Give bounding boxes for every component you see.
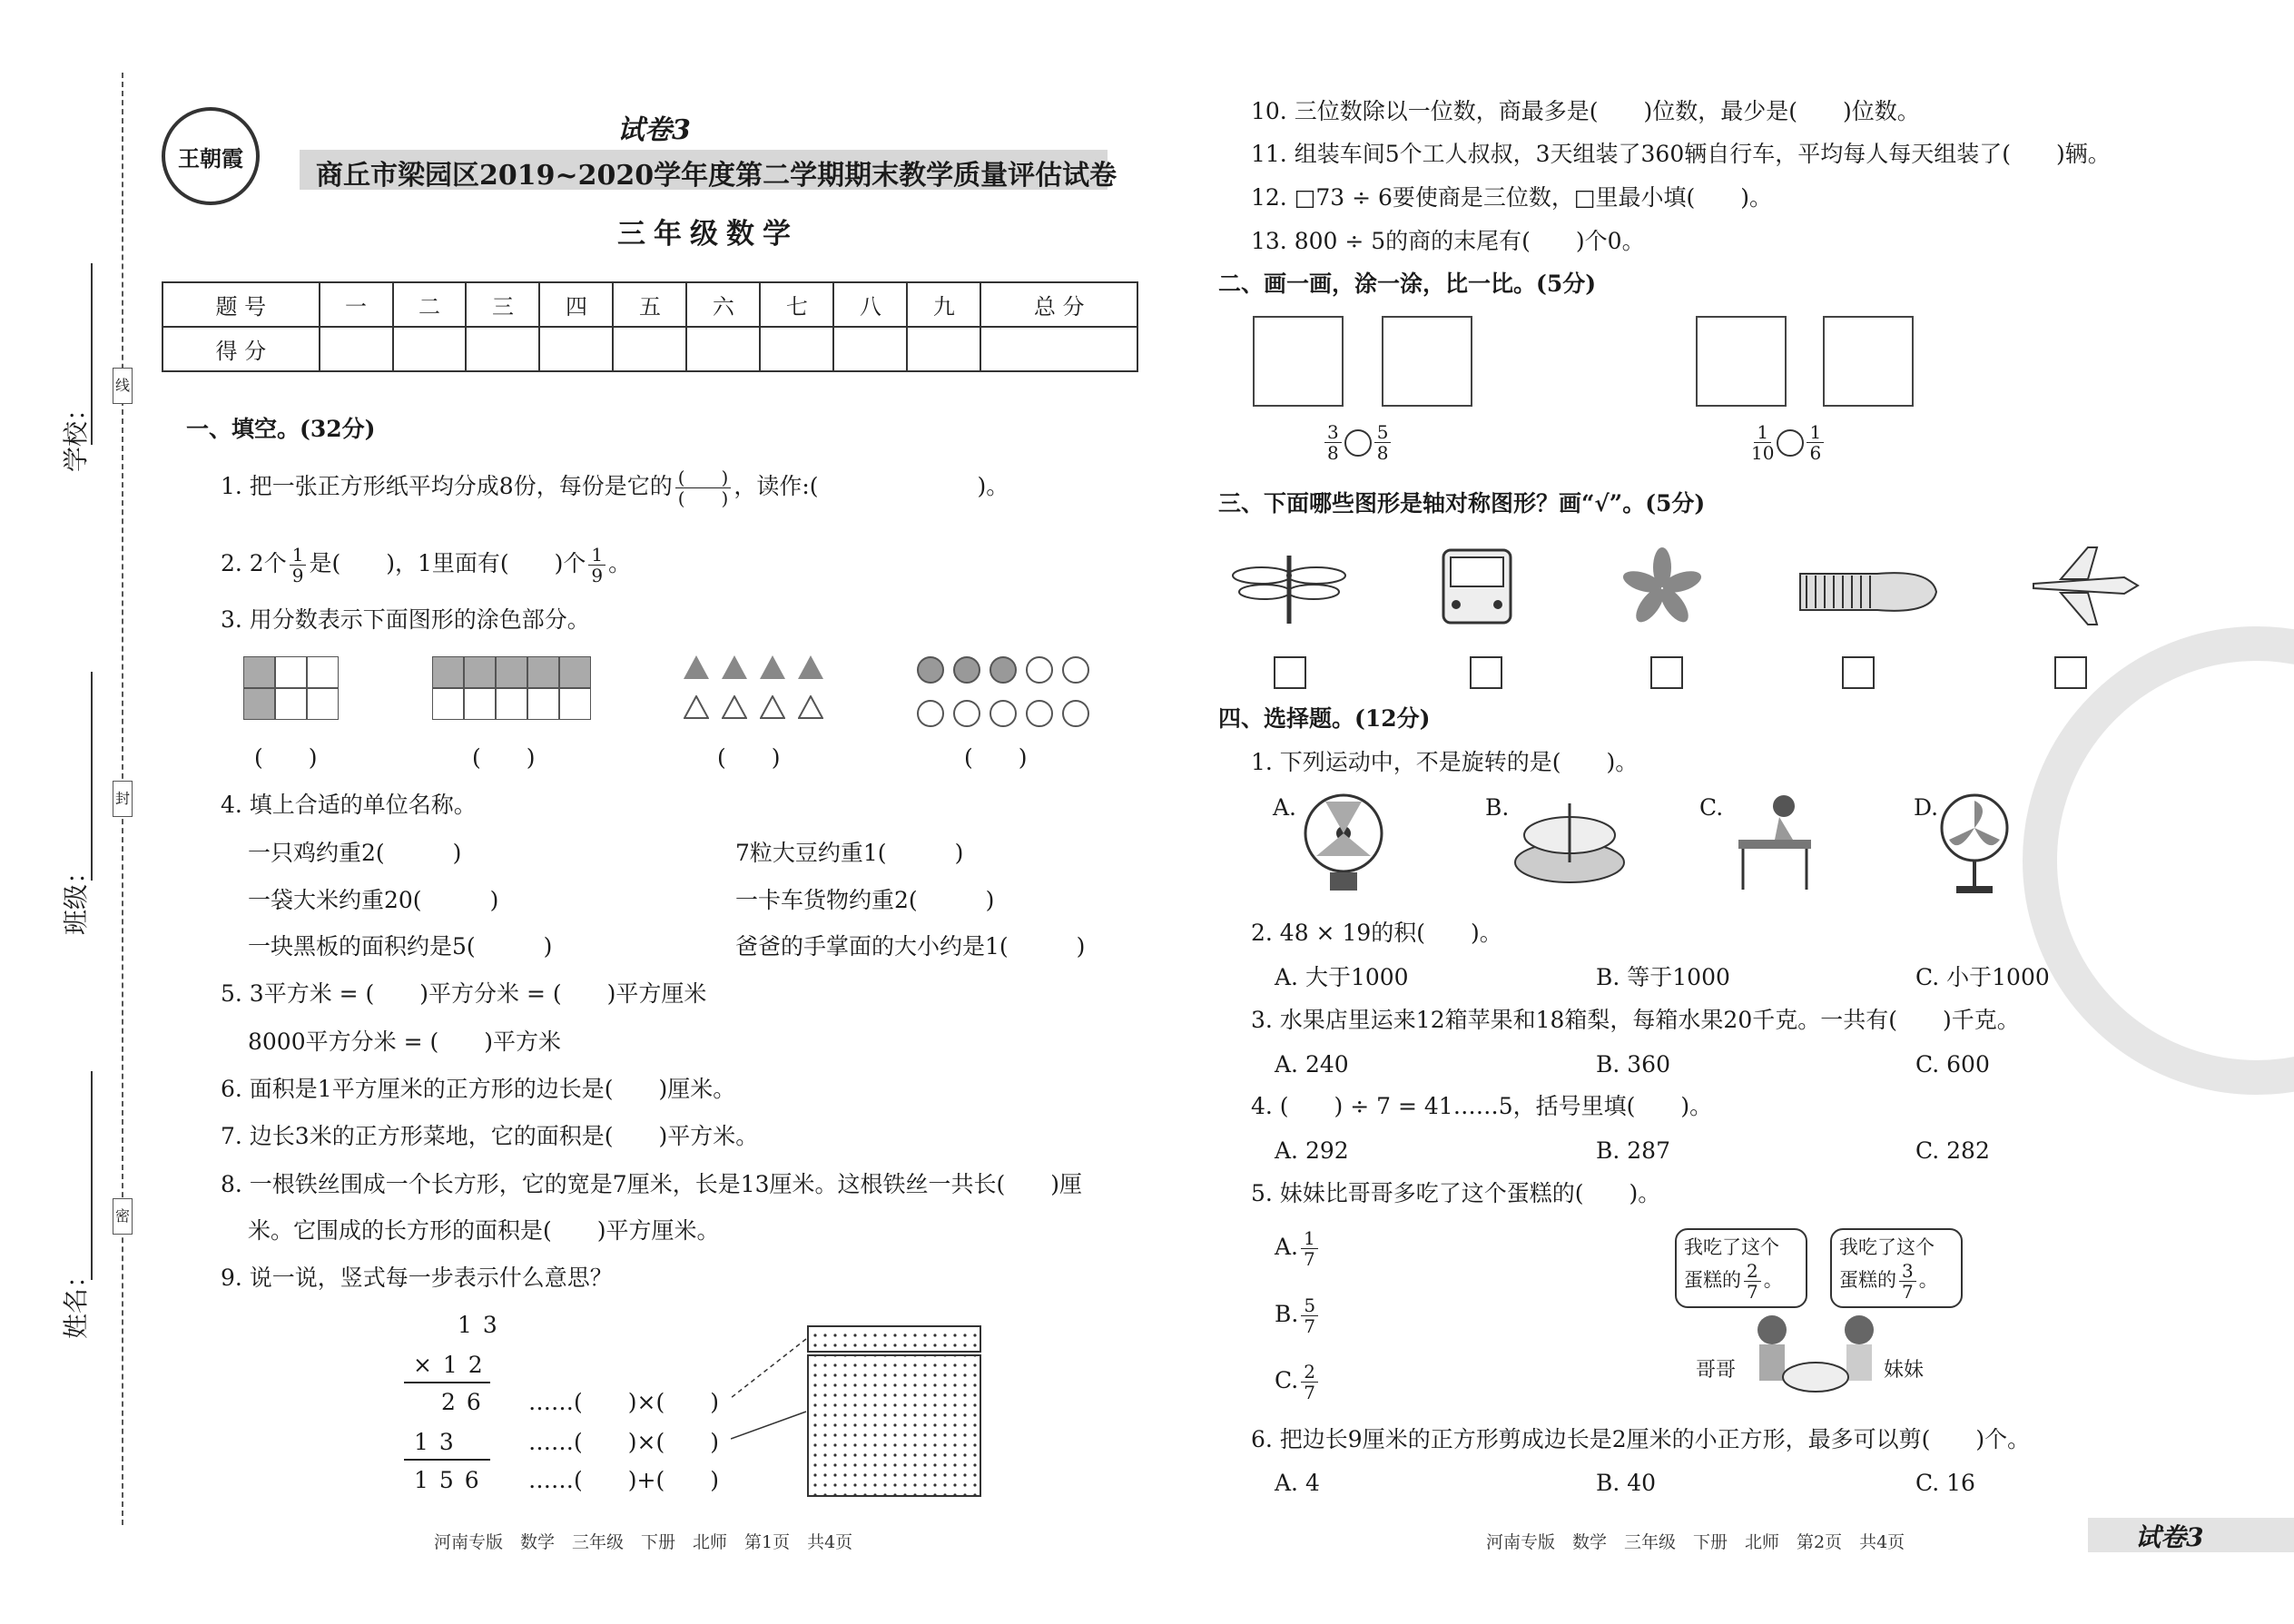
score-row: [162, 327, 1137, 371]
grid-cell: [243, 656, 275, 688]
choice-q2: 2. 48 × 19的积( )。: [1251, 920, 1502, 946]
grid-cell: [496, 688, 527, 720]
q1: [221, 468, 1009, 508]
score-header-cell: 八: [833, 282, 907, 327]
empty-circle: [917, 700, 944, 727]
score-cell[interactable]: [907, 327, 980, 371]
q8b: 米。它围成的长方形的面积是( )平方厘米。: [248, 1217, 720, 1244]
score-header-cell: 题 号: [162, 282, 320, 327]
calc-row: 2 6: [441, 1389, 483, 1415]
fraction-numerator: 2: [1301, 1362, 1318, 1383]
choice-a-label[interactable]: A.: [1273, 794, 1297, 821]
dot-grid-figure: [731, 1321, 985, 1502]
class-line[interactable]: [91, 672, 93, 881]
speech-bubble-brother: [1675, 1228, 1807, 1308]
electric-fan-icon: [1929, 790, 2020, 897]
exam-title: 商丘市梁园区2019~2020学年度第二学期期末教学质量评估试卷: [316, 160, 1117, 192]
filled-triangle: [722, 655, 747, 679]
bubble-line: 蛋糕的 $\frac{2}{7}$ 。: [1684, 1260, 1783, 1303]
score-header-cell: 七: [760, 282, 833, 327]
answer-blank[interactable]: ( ): [472, 744, 536, 771]
choice-d-label[interactable]: D.: [1914, 794, 1939, 821]
answer-checkbox[interactable]: [1470, 656, 1502, 689]
fraction-denominator: 7: [1902, 1281, 1914, 1303]
q12: 12. □73 ÷ 6要使商是三位数，□里最小填( )。: [1251, 184, 1773, 211]
bubble-line: 我吃了这个: [1684, 1236, 1779, 1258]
choice-option[interactable]: B. 360: [1596, 1051, 1670, 1078]
drawing-square[interactable]: [1253, 316, 1344, 407]
circle-set: [917, 656, 1098, 727]
section2-heading: 二、画一画，涂一涂，比一比。(5分): [1218, 271, 1597, 297]
logo: 王朝霞: [162, 107, 260, 205]
choice-q4: 4. ( ) ÷ 7 = 41……5，括号里填( )。: [1251, 1093, 1713, 1119]
grid-cell: [275, 656, 307, 688]
drawing-square[interactable]: [1823, 316, 1914, 407]
fraction-3-8: [1324, 422, 1342, 463]
empty-circle: [953, 700, 980, 727]
grid-cell: [432, 688, 464, 720]
score-header-cell: 九: [907, 282, 980, 327]
fraction-5-7: [1301, 1295, 1318, 1336]
fraction-compare-1: [1322, 422, 1393, 463]
choice-q6: 6. 把边长9厘米的正方形剪成边长是2厘米的小正方形，最多可以剪( )个。: [1251, 1426, 2031, 1452]
fraction-denominator: 7: [1304, 1382, 1315, 1403]
q2-text-tail: 。: [608, 550, 632, 576]
school-line[interactable]: [91, 263, 93, 445]
footer-right: 河南专版 数学 三年级 下册 北师 第2页 共4页: [1486, 1532, 1905, 1552]
fraction-compare-2: [1748, 422, 1826, 463]
calc-row: 1 3: [414, 1429, 456, 1455]
score-header-cell: 六: [686, 282, 760, 327]
section1-heading: 一、填空。(32分): [186, 416, 376, 442]
compare-circle[interactable]: [1777, 429, 1804, 457]
children-with-cake-icon: [1743, 1312, 1888, 1403]
score-cell[interactable]: [320, 327, 393, 371]
choice-c-label[interactable]: C.: [1699, 794, 1724, 821]
score-header-cell: 四: [539, 282, 613, 327]
compare-circle[interactable]: [1344, 429, 1372, 457]
empty-triangle: [722, 695, 747, 719]
choice-option[interactable]: C. 小于1000: [1915, 964, 2050, 990]
fraction-denominator: 8: [1376, 442, 1389, 464]
answer-checkbox[interactable]: [2054, 656, 2087, 689]
fraction-numerator: 5: [1374, 422, 1392, 443]
exam-badge: 试卷3: [617, 114, 691, 146]
q4: 4. 填上合适的单位名称。: [221, 792, 477, 818]
fraction-numerator: 2: [1744, 1261, 1761, 1282]
empty-circle: [1062, 700, 1089, 727]
grid-cell: [275, 688, 307, 720]
q4-item: 爸爸的手掌面的大小约是1( ): [735, 933, 1086, 960]
filled-circle: [917, 656, 944, 684]
choice-option[interactable]: [1275, 1362, 1321, 1403]
fraction-denominator: 8: [1327, 442, 1339, 464]
score-cell[interactable]: [613, 327, 686, 371]
class-label: 班级：: [61, 858, 91, 935]
q10: 10. 三位数除以一位数，商最多是( )位数，最少是( )位数。: [1251, 98, 1920, 124]
empty-circle: [1026, 656, 1053, 684]
calc-row: × 1 2: [413, 1352, 485, 1378]
q4-item: 一袋大米约重20( ): [248, 887, 499, 913]
child-at-desk-icon: [1725, 790, 1825, 894]
q13: 13. 800 ÷ 5的商的末尾有( )个0。: [1251, 228, 1645, 254]
sister-label: 妹妹: [1884, 1359, 1925, 1382]
empty-triangle: [760, 695, 785, 719]
school-label: 学校：: [61, 395, 91, 472]
score-cell[interactable]: [686, 327, 760, 371]
fraction-numerator: ( ): [675, 468, 732, 488]
q3: 3. 用分数表示下面图形的涂色部分。: [221, 606, 590, 633]
score-header-cell: 五: [613, 282, 686, 327]
footer-tag: 试卷3: [2135, 1522, 2204, 1552]
fraction-numerator: 1: [290, 545, 307, 566]
drawing-square[interactable]: [1696, 316, 1787, 407]
fraction-1-6: [1807, 422, 1824, 463]
fraction-3-7: [1899, 1261, 1916, 1302]
q9: 9. 说一说，竖式每一步表示什么意思？: [221, 1265, 613, 1291]
score-cell[interactable]: [760, 327, 833, 371]
filled-triangle: [798, 655, 823, 679]
calc-divider: [404, 1382, 490, 1383]
fraction-numerator: 1: [1807, 422, 1824, 443]
seal-mark-secret: 密: [113, 1198, 133, 1235]
choice-option[interactable]: A. 4: [1275, 1470, 1320, 1496]
empty-circle: [1026, 700, 1053, 727]
bubble-line: 蛋糕的 $\frac{3}{7}$ 。: [1839, 1260, 1938, 1303]
footer-left: 河南专版 数学 三年级 下册 北师 第1页 共4页: [434, 1532, 853, 1552]
comb-icon: [1796, 565, 1941, 619]
q8a: 8. 一根铁丝围成一个长方形，它的宽是7厘米，长是13厘米。这根铁丝一共长( )厘: [221, 1171, 1083, 1197]
airplane-icon: [2024, 543, 2142, 629]
grid-cell: [464, 656, 496, 688]
answer-checkbox[interactable]: [1842, 656, 1875, 689]
filled-circle: [953, 656, 980, 684]
choice-option[interactable]: C. 600: [1915, 1051, 1990, 1078]
q11: 11. 组装车间5个工人叔叔，3天组装了360辆自行车，平均每人每天组装了( )辆。: [1251, 141, 2111, 167]
choice-option[interactable]: A. 292: [1275, 1137, 1349, 1164]
section4-heading: 四、选择题。(12分): [1218, 705, 1431, 732]
fraction-denominator: 7: [1304, 1315, 1316, 1337]
q5b: 8000平方分米 = ( )平方米: [248, 1029, 561, 1055]
q1-text-tail: ，读作:( )。: [733, 473, 1009, 499]
filled-circle: [989, 656, 1017, 684]
fraction-2-7: [1744, 1261, 1761, 1302]
choice-q3: 3. 水果店里运来12箱苹果和18箱梨，每箱水果20千克。一共有( )千克。: [1251, 1007, 2020, 1033]
score-cell[interactable]: [466, 327, 539, 371]
option-letter: B.: [1275, 1301, 1299, 1327]
grid-cell: [464, 688, 496, 720]
filled-triangle: [684, 655, 709, 679]
calc-divider: [404, 1459, 490, 1461]
drawing-square[interactable]: [1382, 316, 1472, 407]
score-cell[interactable]: [980, 327, 1137, 371]
score-header-cell: 一: [320, 282, 393, 327]
choice-option[interactable]: C. 282: [1915, 1137, 1990, 1164]
fraction-1-9: [588, 545, 605, 586]
name-line[interactable]: [91, 1071, 93, 1280]
seal-mark-line: 线: [113, 368, 133, 404]
choice-option[interactable]: [1275, 1295, 1321, 1336]
calc-explain[interactable]: ……( )×( ): [528, 1429, 719, 1455]
fraction-5-8: [1374, 422, 1392, 463]
choice-q1: 1. 下列运动中，不是旋转的是( )。: [1251, 749, 1639, 775]
fraction-denominator: 6: [1809, 442, 1822, 464]
empty-circle: [1062, 656, 1089, 684]
carousel-icon: [1511, 799, 1629, 890]
calc-explain[interactable]: ……( )+( ): [528, 1467, 719, 1493]
q1-text: 1. 把一张正方形纸平均分成8份，每份是它的: [221, 473, 673, 499]
score-header-cell: 总 分: [980, 282, 1137, 327]
fraction-numerator: 3: [1899, 1261, 1916, 1282]
grid-cell: [307, 688, 339, 720]
fraction-numerator: 1: [1754, 422, 1771, 443]
secret-watermark: [2023, 626, 2294, 1095]
q2-text: 2. 2个: [221, 550, 287, 576]
q6: 6. 面积是1平方厘米的正方形的边长是( )厘米。: [221, 1076, 736, 1102]
q4-item: 一卡车货物约重2( ): [735, 887, 995, 913]
empty-circle: [989, 700, 1017, 727]
option-letter: C.: [1275, 1367, 1299, 1393]
fraction-1-9: [290, 545, 307, 586]
score-cell[interactable]: [393, 327, 467, 371]
fraction-1-10: [1751, 422, 1774, 463]
blank-fraction[interactable]: [675, 468, 732, 508]
empty-triangle: [684, 695, 709, 719]
choice-option[interactable]: A. 240: [1275, 1051, 1349, 1078]
q2: [221, 545, 631, 586]
score-table: [162, 281, 1138, 372]
speech-bubble-sister: [1830, 1228, 1963, 1308]
empty-triangle: [798, 695, 823, 719]
fraction-denominator: 9: [291, 565, 304, 586]
fraction-denominator: 10: [1751, 442, 1775, 464]
pinwheel-icon: [1621, 547, 1703, 629]
fraction-numerator: 3: [1324, 422, 1342, 443]
grid-cell: [559, 688, 591, 720]
bubble-line: 我吃了这个: [1839, 1236, 1935, 1258]
q5a: 5. 3平方米 = ( )平方分米 = ( )平方厘米: [221, 980, 707, 1007]
score-label: 得 分: [162, 327, 320, 371]
choice-option[interactable]: C. 16: [1915, 1470, 1975, 1496]
filled-triangle: [760, 655, 785, 679]
choice-q5: 5. 妹妹比哥哥多吃了这个蛋糕的( )。: [1251, 1180, 1661, 1206]
answer-blank[interactable]: ( ): [717, 744, 781, 771]
fraction-1-7: [1301, 1228, 1318, 1269]
choice-b-label[interactable]: B.: [1485, 794, 1510, 821]
grid-cell: [307, 656, 339, 688]
choice-option[interactable]: A. 大于1000: [1275, 964, 1409, 990]
fraction-numerator: 1: [1301, 1228, 1318, 1249]
score-cell[interactable]: [539, 327, 613, 371]
q4-item: 一只鸡约重2( ): [248, 840, 462, 866]
fraction-2-7: [1301, 1362, 1318, 1403]
choice-option[interactable]: B. 等于1000: [1596, 964, 1730, 990]
score-header-cell: 二: [393, 282, 467, 327]
q4-item: 7粒大豆约重1( ): [735, 840, 964, 866]
fraction-denominator: 7: [1747, 1281, 1758, 1303]
answer-checkbox[interactable]: [1650, 656, 1683, 689]
grid-cell: [527, 688, 559, 720]
calc-row: 1 3: [458, 1312, 499, 1338]
fraction-denominator: 9: [591, 565, 604, 586]
shaded-grid-2x5: [432, 656, 591, 720]
brother-label: 哥哥: [1696, 1359, 1737, 1382]
grid-cell: [559, 656, 591, 688]
calc-explain[interactable]: ……( )×( ): [528, 1389, 719, 1415]
choice-option[interactable]: [1275, 1228, 1321, 1269]
calc-row: 1 5 6: [414, 1467, 481, 1493]
answer-blank[interactable]: ( ): [964, 744, 1028, 771]
ferris-wheel-icon: [1298, 792, 1389, 892]
grid-cell: [432, 656, 464, 688]
subject-title: 三年级数学: [617, 218, 799, 251]
fraction-denominator: ( ): [677, 487, 729, 509]
bus-icon: [1436, 545, 1518, 631]
fraction-numerator: 5: [1301, 1295, 1318, 1316]
dragonfly-icon: [1230, 546, 1348, 628]
shaded-grid-2x3: [243, 656, 339, 720]
q4-item: 一块黑板的面积约是5( ): [248, 933, 553, 960]
choice-option[interactable]: B. 40: [1596, 1470, 1657, 1496]
answer-blank[interactable]: ( ): [254, 744, 318, 771]
fraction-denominator: 7: [1304, 1248, 1315, 1270]
triangle-set: [684, 655, 836, 719]
score-header-row: [162, 282, 1137, 327]
q7: 7. 边长3米的正方形菜地，它的面积是( )平方米。: [221, 1123, 759, 1149]
q2-text-mid: 是( )，1里面有( )个: [309, 550, 586, 576]
section3-heading: 三、下面哪些图形是轴对称图形？画“√”。(5分): [1218, 490, 1706, 517]
grid-cell: [496, 656, 527, 688]
score-cell[interactable]: [833, 327, 907, 371]
fraction-numerator: 1: [588, 545, 605, 566]
score-header-cell: 三: [466, 282, 539, 327]
choice-option[interactable]: B. 287: [1596, 1137, 1670, 1164]
option-letter: A.: [1275, 1234, 1299, 1260]
name-label: 姓名：: [61, 1262, 91, 1339]
answer-checkbox[interactable]: [1274, 656, 1306, 689]
grid-cell: [527, 656, 559, 688]
seal-mark-seal: 封: [113, 781, 133, 817]
grid-cell: [243, 688, 275, 720]
